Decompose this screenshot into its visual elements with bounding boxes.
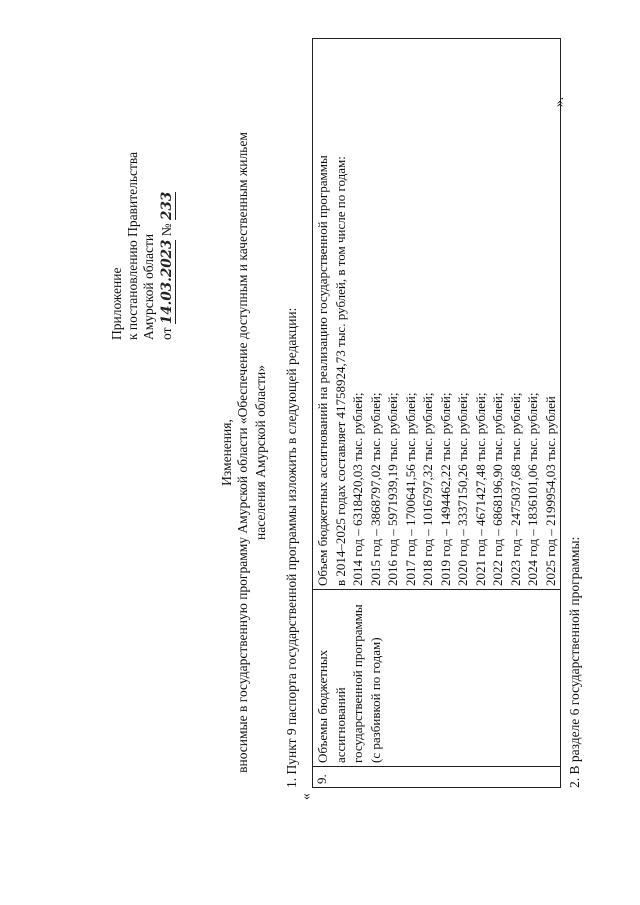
content-intro-1: Объем бюджетных ассигнований на реализацию государственной программы xyxy=(315,155,330,586)
year-line: 2018 год – 1016797,32 тыс. рублей; xyxy=(420,392,435,586)
year-line: 2025 год – 2199954,03 тыс. рублей xyxy=(542,396,558,586)
row-name: Объемы бюджетных ассигнований государственной программы (с разбивкой по годам) xyxy=(313,590,561,767)
row-number: 9. xyxy=(313,767,561,788)
year-line: 2024 год – 1836101,06 тыс. рублей; xyxy=(525,392,540,586)
table-row xyxy=(313,39,561,788)
open-quote: « xyxy=(298,793,313,800)
year-line: 2017 год – 1700641,56 тыс. рублей; xyxy=(402,392,418,586)
document-subtitle-line2: населения Амурской области» xyxy=(253,365,268,541)
appendix-resolution: к постановлению Правительства xyxy=(125,151,140,340)
number-prefix: № xyxy=(159,223,174,237)
year-line: 2022 год – 6868196,90 тыс. рублей; xyxy=(490,392,505,586)
row-content xyxy=(313,39,561,590)
close-quote: ». xyxy=(551,96,566,107)
year-line: 2021 год – 4671427,48 тыс. рублей; xyxy=(472,392,488,586)
content-intro-2: в 2014–2025 годах составляет 41758924,73 тыс. рублей, в том числе по годам: xyxy=(332,156,348,586)
year-line: 2016 год – 5971939,19 тыс. рублей; xyxy=(385,392,400,586)
appendix-date-line xyxy=(159,192,175,340)
number-value: 233 xyxy=(159,191,175,220)
year-line: 2023 год – 2475037,68 тыс. рублей; xyxy=(507,392,523,586)
year-line: 2015 год – 3868797,02 тыс. рублей; xyxy=(367,392,383,586)
year-line: 2014 год – 6318420,03 тыс. рублей; xyxy=(350,392,365,586)
date-prefix: от xyxy=(159,327,174,340)
appendix-label: Приложение xyxy=(109,267,124,340)
year-line: 2019 год – 1494462,22 тыс. рублей; xyxy=(437,392,453,586)
appendix-region: Амурской области xyxy=(141,233,156,340)
document-subtitle-line1: вносимые в государственную программу Амурской области «Обеспечение доступным и качественным жильем xyxy=(235,132,250,773)
document-title: Изменения, xyxy=(219,419,234,486)
date-value: 14.03.2023 xyxy=(159,239,175,325)
item-1-text: 1. Пункт 9 паспорта государственной программы изложить в следующей редакции: xyxy=(284,307,299,788)
passport-table xyxy=(312,38,561,788)
year-line: 2020 год – 3337150,26 тыс. рублей; xyxy=(455,392,470,586)
item-2-text: 2. В разделе 6 государственной программы: xyxy=(567,536,582,788)
